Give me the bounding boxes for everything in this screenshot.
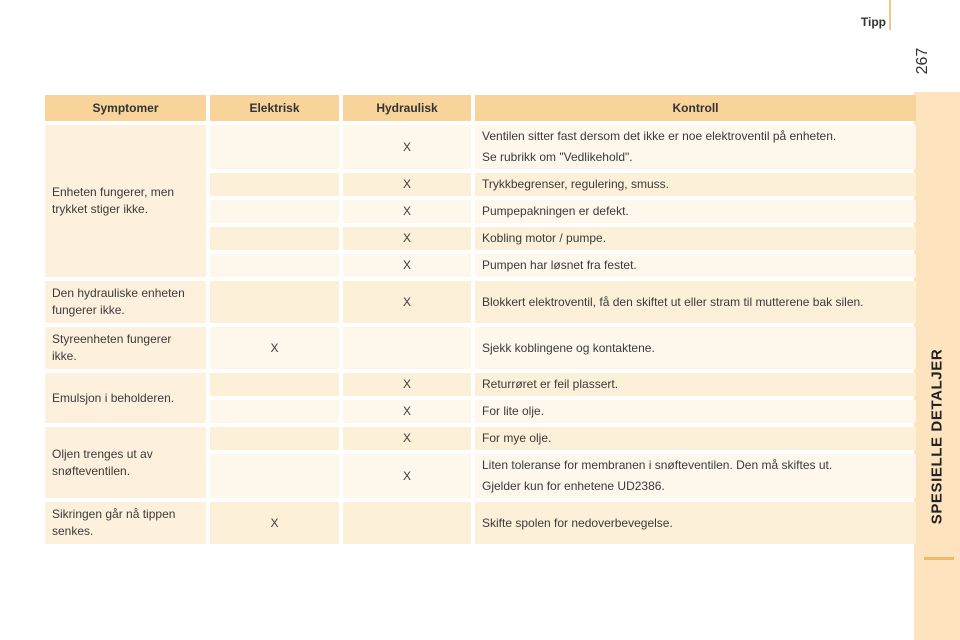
elektrisk-cell	[210, 125, 339, 169]
elektrisk-cell	[210, 173, 339, 196]
elektrisk-cell	[210, 454, 339, 498]
kontroll-text: For mye olje.	[482, 431, 552, 445]
column-header-kontroll: Kontroll	[475, 95, 916, 121]
table-body	[45, 125, 916, 544]
elektrisk-cell	[210, 254, 339, 277]
kontroll-text: Gjelder kun for enhetene UD2386.	[482, 479, 665, 493]
hydraulisk-cell: X	[343, 281, 471, 323]
kontroll-text: Pumpen har løsnet fra festet.	[482, 258, 637, 272]
header-divider	[889, 0, 891, 30]
kontroll-text: Pumpepakningen er defekt.	[482, 204, 629, 218]
elektrisk-cell	[210, 400, 339, 423]
kontroll-cell	[475, 227, 916, 250]
kontroll-cell	[475, 200, 916, 223]
kontroll-cell	[475, 254, 916, 277]
kontroll-text: Kobling motor / pumpe.	[482, 231, 607, 245]
kontroll-cell	[475, 400, 916, 423]
elektrisk-cell	[210, 200, 339, 223]
hydraulisk-cell: X	[343, 227, 471, 250]
kontroll-cell	[475, 281, 916, 323]
kontroll-cell	[475, 373, 916, 396]
table-row	[45, 502, 916, 544]
hydraulisk-cell: X	[343, 400, 471, 423]
symptom-cell: Den hydrauliske enheten fungerer ikke.	[45, 281, 206, 323]
table-row	[45, 427, 916, 450]
page-number: 267	[914, 47, 931, 75]
elektrisk-cell: X	[210, 327, 339, 369]
column-header-symptomer: Symptomer	[45, 95, 206, 121]
kontroll-cell	[475, 327, 916, 369]
hydraulisk-cell	[343, 502, 471, 544]
symptom-cell: Sikringen går nå tippen senkes.	[45, 502, 206, 544]
hydraulisk-cell: X	[343, 173, 471, 196]
kontroll-cell	[475, 125, 916, 169]
kontroll-text: Ventilen sitter fast dersom det ikke er noe elektroventil på enheten.	[482, 129, 837, 143]
kontroll-cell	[475, 427, 916, 450]
sidebar-chapter-label	[914, 316, 960, 556]
symptom-cell: Emulsjon i beholderen.	[45, 373, 206, 423]
hydraulisk-cell: X	[343, 125, 471, 169]
kontroll-text: Skifte spolen for nedoverbevegelse.	[482, 515, 673, 530]
elektrisk-cell	[210, 281, 339, 323]
table-row	[45, 373, 916, 396]
hydraulisk-cell	[343, 327, 471, 369]
sidebar-accent-line	[924, 557, 954, 560]
elektrisk-cell	[210, 427, 339, 450]
kontroll-text: Sjekk koblingene og kontaktene.	[482, 340, 655, 355]
kontroll-cell	[475, 502, 916, 544]
table-row	[45, 327, 916, 369]
table-row	[45, 281, 916, 323]
symptom-cell: Enheten fungerer, men trykket stiger ikke.	[45, 125, 206, 277]
table-row	[45, 125, 916, 169]
hydraulisk-cell: X	[343, 200, 471, 223]
symptom-cell: Styreenheten fungerer ikke.	[45, 327, 206, 369]
kontroll-cell	[475, 454, 916, 498]
kontroll-text: Returrøret er feil plassert.	[482, 377, 619, 391]
kontroll-text: For lite olje.	[482, 404, 545, 418]
hydraulisk-cell: X	[343, 254, 471, 277]
kontroll-text: Liten toleranse for membranen i snøfteventilen. Den må skiftes ut.	[482, 458, 833, 472]
hydraulisk-cell: X	[343, 427, 471, 450]
table-header-row	[45, 95, 916, 121]
column-header-elektrisk: Elektrisk	[210, 95, 339, 121]
hydraulisk-cell: X	[343, 373, 471, 396]
troubleshooting-table	[41, 91, 920, 548]
hydraulisk-cell: X	[343, 454, 471, 498]
symptom-cell: Oljen trenges ut av snøfteventilen.	[45, 427, 206, 498]
kontroll-text: Se rubrikk om "Vedlikehold".	[482, 150, 633, 164]
kontroll-text: Trykkbegrenser, regulering, smuss.	[482, 177, 669, 191]
kontroll-text: Blokkert elektroventil, få den skiftet ut eller stram til mutterene bak silen.	[482, 294, 864, 309]
section-title: Tipp	[860, 15, 886, 29]
elektrisk-cell	[210, 227, 339, 250]
kontroll-cell	[475, 173, 916, 196]
elektrisk-cell	[210, 373, 339, 396]
sidebar-label-text: SPESIELLE DETALJER	[928, 348, 946, 524]
elektrisk-cell: X	[210, 502, 339, 544]
column-header-hydraulisk: Hydraulisk	[343, 95, 471, 121]
